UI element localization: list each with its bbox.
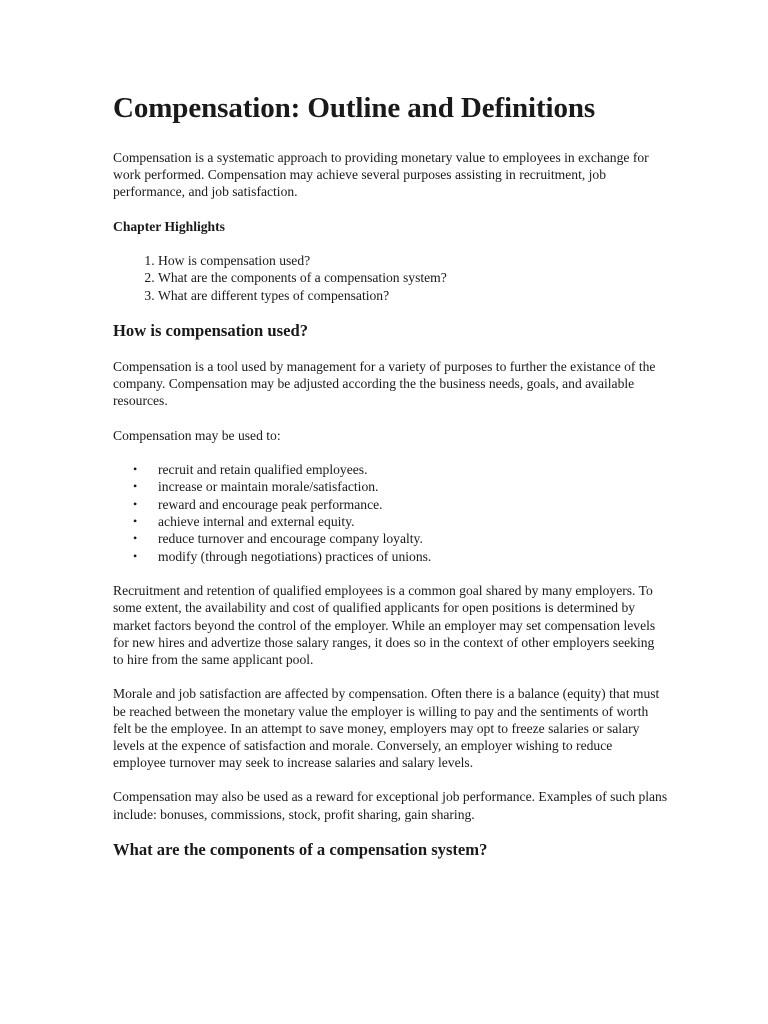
list-item bbox=[133, 496, 668, 513]
list-item: 1. How is compensation used? bbox=[158, 252, 668, 269]
paragraph: Compensation may be used to: bbox=[113, 427, 281, 443]
section-heading-components: What are the components of a compensation system? bbox=[113, 839, 488, 859]
bullet-icon: • bbox=[133, 531, 138, 546]
uses-bullet-list bbox=[113, 461, 668, 565]
paragraph: Compensation is a tool used by management for a variety of purposes to further the existance of the company. Compensation may be adjusted according the the business needs, goals, and available resources. bbox=[113, 359, 656, 409]
paragraph: Morale and job satisfaction are affected by compensation. Often there is a balance (equity) that must be reached between the monetary value the employer is willing to pay and the sentiments of worth felt be the employee. In an attempt to save money, employers may opt to freeze salaries or salary levels at the expence of satisfaction and morale. Conversely, an employer wishing to reduce employee turnover may seek to increase salaries and salary levels. bbox=[113, 686, 660, 771]
list-item-text: increase or maintain morale/satisfaction. bbox=[158, 479, 379, 495]
list-item bbox=[133, 461, 668, 478]
intro-paragraph: Compensation is a systematic approach to providing monetary value to employees in exchange for work performed. Compensation may achieve several purposes assisting in recruitment, job performance, and job satisfaction. bbox=[113, 150, 649, 200]
bullet-icon: • bbox=[133, 479, 138, 494]
page-title: Compensation: Outline and Definitions bbox=[113, 92, 596, 124]
bullet-icon: • bbox=[133, 514, 138, 529]
list-item-text: reward and encourage peak performance. bbox=[158, 496, 383, 512]
list-item: 2. What are the components of a compensation system? bbox=[158, 269, 668, 286]
paragraph: Compensation may also be used as a reward for exceptional job performance. Examples of such plans include: bonuses, commissions, stock, profit sharing, gain sharing. bbox=[113, 789, 668, 822]
list-item: 3. What are different types of compensation? bbox=[158, 287, 668, 304]
list-item-text: modify (through negotiations) practices of unions. bbox=[158, 548, 432, 564]
list-item-text: achieve internal and external equity. bbox=[158, 514, 355, 530]
bullet-icon: • bbox=[133, 496, 138, 511]
bullet-icon: • bbox=[133, 461, 138, 476]
list-item-text: reduce turnover and encourage company loyalty. bbox=[158, 531, 423, 547]
chapter-highlights-heading: Chapter Highlights bbox=[113, 218, 225, 234]
paragraph: Recruitment and retention of qualified employees is a common goal shared by many employers. To some extent, the availability and cost of qualified applicants for open positions is determined by market factors beyond the control of the employer. While an employer may set compensation levels for new hires and advertize those salary ranges, it does so in the context of other employers seeking to hire from the same applicant pool. bbox=[113, 583, 656, 668]
bullet-icon: • bbox=[133, 548, 138, 563]
list-item bbox=[133, 530, 668, 547]
section-heading-how-used: How is compensation used? bbox=[113, 321, 309, 341]
list-item bbox=[133, 478, 668, 495]
list-item-text: recruit and retain qualified employees. bbox=[158, 461, 368, 477]
chapter-highlights-list bbox=[113, 252, 668, 304]
list-item bbox=[133, 513, 668, 530]
list-item bbox=[133, 548, 668, 565]
